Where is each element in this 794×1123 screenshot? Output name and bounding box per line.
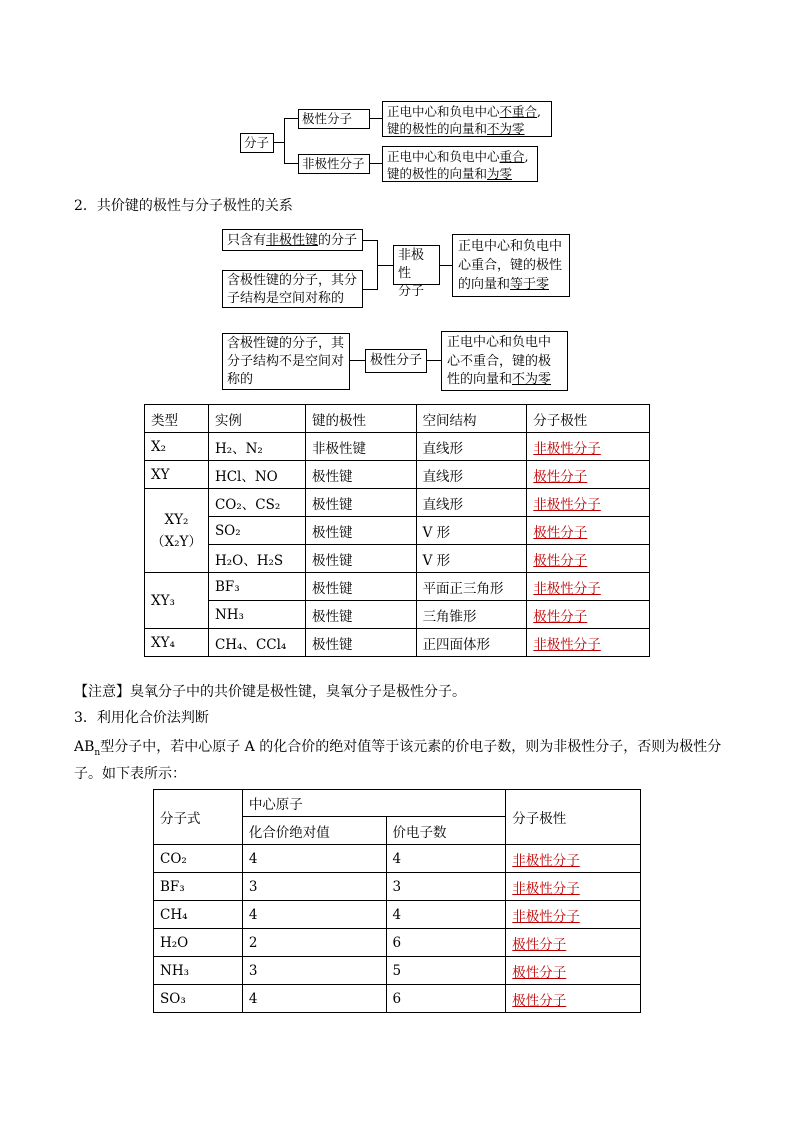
shape-cell: 直线形 [416,433,527,461]
polarity-answer: 非极性分子 [512,880,580,897]
polarity-cell [527,461,650,489]
connector [370,163,382,164]
box-text: 心不重合，键的极 [447,353,552,369]
polarity-cell [527,489,650,517]
section-2-title: 2．共价键的极性与分子极性的关系 [74,198,293,214]
polarity-cell [506,929,641,957]
connector [350,360,365,361]
type-cell: XY₄ [145,629,209,657]
electrons-cell: 6 [386,929,506,957]
example-cell: SO₂ [208,517,305,545]
valence-cell: 4 [242,845,386,873]
desc-underlined: 不重合 [499,104,538,119]
formula-cell: H₂O [154,929,243,957]
molecule-root-box: 分子 [240,133,274,153]
nonpolar-molecule-box: 非极性分子 [298,154,370,174]
shape-cell: 直线形 [416,461,527,489]
polarity-answer: 非极性分子 [533,636,601,653]
shape-cell: 直线形 [416,489,527,517]
type-cell: XY [145,461,209,489]
table-header: 化合价绝对值 [242,817,386,845]
box-text: 称的 [227,372,254,387]
formula-cell: CH₄ [154,901,243,929]
nonpolar-molecule-box-2 [393,245,440,299]
example-cell: BF₃ [208,573,305,601]
box-text: 正电中心和负电中 [447,335,552,350]
section-3-title: 3．利用化合价法判断 [74,710,209,726]
table-row [145,517,650,545]
table-row [145,461,650,489]
table-header: 分子极性 [527,405,650,433]
desc-text: 键的极性的向量和 [387,166,488,181]
bond-cell: 极性键 [305,517,416,545]
box-underlined: 非极性键 [266,233,319,248]
box-underlined: 不为零 [512,372,552,387]
box-text: 非极性 [398,248,425,281]
table-row [154,901,641,929]
formula-cell: CO₂ [154,845,243,873]
table-row [145,489,650,517]
desc-underlined: 为零 [487,166,513,181]
para-subscript: n [94,747,101,758]
polarity-cell [527,601,650,629]
bond-cell: 极性键 [305,461,416,489]
box-text: 只含有 [227,233,267,248]
bond-cell: 非极性键 [305,433,416,461]
electrons-cell: 5 [386,957,506,985]
polar-description-box: 正电中心和负电中心不重合, 键的极性的向量和不为零 [382,101,552,137]
polar-molecule-box-2: 极性分子 [365,349,427,373]
electrons-cell: 6 [386,985,506,1013]
example-cell: H₂O、H₂S [208,545,305,573]
example-cell: CO₂、CS₂ [208,489,305,517]
nonpolar-bond-only-box [222,229,363,251]
table-row [154,929,641,957]
polarity-answer: 极性分子 [533,524,588,541]
connector [363,240,377,241]
table-header: 分子极性 [506,790,641,845]
table-header: 类型 [145,405,209,433]
polarity-answer: 非极性分子 [512,852,580,869]
box-underlined: 等于零 [510,277,550,292]
polarity-cell [527,573,650,601]
shape-cell: 正四面体形 [416,629,527,657]
para-text: 型分子中，若中心原子 A 的化合价的绝对值等于该元素的价电子数，则为非极性分子，否则为极性分 [100,739,722,755]
shape-cell: V 形 [416,545,527,573]
polarity-cell [527,545,650,573]
box-text: 的分子 [318,233,358,248]
polarity-cell [506,985,641,1013]
desc-text: 正电中心和负电中心 [387,104,500,119]
box-text: 正电中心和负电中 [458,239,563,254]
polarity-answer: 极性分子 [533,608,588,625]
type-cell [145,489,209,573]
type-text: XY₂ [164,511,189,528]
example-cell: NH₃ [208,601,305,629]
polarity-answer: 非极性分子 [533,440,601,457]
valence-cell: 4 [242,985,386,1013]
formula-cell: SO₃ [154,985,243,1013]
type-cell: X₂ [145,433,209,461]
section-3-paragraph-line-1 [74,736,721,758]
table-row [145,573,650,601]
valence-cell: 3 [242,957,386,985]
connector [427,360,441,361]
polarity-answer: 极性分子 [533,552,588,569]
shape-cell: V 形 [416,517,527,545]
box-text: 的向量和 [458,277,511,292]
desc-underlined: 重合 [499,149,525,164]
table-row [145,601,650,629]
table-header: 分子式 [154,790,243,845]
symmetric-polar-bond-box [222,270,363,308]
desc-text: 正电中心和负电中心 [387,149,500,164]
electrons-cell: 4 [386,845,506,873]
para-text: AB [74,739,95,755]
nonpolar-result-box [452,234,570,297]
bond-polarity-table [144,404,650,657]
electrons-cell: 3 [386,873,506,901]
type-subtext: （X₂Y） [151,533,202,550]
desc-text: 键的极性的向量和 [387,121,488,136]
example-cell: HCl、NO [208,461,305,489]
box-text: 含极性键的分子，其分 [227,273,358,288]
polarity-cell [527,629,650,657]
polarity-cell [506,901,641,929]
bond-cell: 极性键 [305,489,416,517]
box-text: 含极性键的分子，其 [227,336,345,351]
valence-method-table [153,789,641,1013]
valence-cell: 3 [242,873,386,901]
table-row [145,545,650,573]
box-text: 分子 [398,284,425,299]
connector [284,118,285,163]
polarity-cell [506,873,641,901]
nonpolar-description-box: 正电中心和负电中心重合, 键的极性的向量和为零 [382,146,538,182]
table-row [145,629,650,657]
electrons-cell: 4 [386,901,506,929]
connector [370,118,382,119]
connector [284,118,298,119]
note-text: 【注意】臭氧分子中的共价键是极性键，臭氧分子是极性分子。 [74,684,466,700]
connector [363,289,377,290]
connector [377,265,393,266]
polarity-cell [506,845,641,873]
table-header: 价电子数 [386,817,506,845]
polar-molecule-box: 极性分子 [298,109,370,129]
formula-cell: BF₃ [154,873,243,901]
box-text: 心重合，键的极性 [458,258,563,273]
table-row [145,433,650,461]
polarity-answer: 极性分子 [512,964,567,981]
connector [284,163,298,164]
table-row [154,845,641,873]
polarity-cell [527,517,650,545]
table-header: 键的极性 [305,405,416,433]
shape-cell: 三角锥形 [416,601,527,629]
table-header: 空间结构 [416,405,527,433]
polarity-answer: 极性分子 [533,468,588,485]
formula-cell: NH₃ [154,957,243,985]
valence-cell: 2 [242,929,386,957]
polarity-answer: 非极性分子 [533,496,601,513]
bond-cell: 极性键 [305,573,416,601]
table-header: 中心原子 [242,790,505,817]
connector [440,265,452,266]
table-row [154,873,641,901]
polarity-cell [527,433,650,461]
asymmetric-polar-bond-box [222,333,350,390]
polarity-answer: 极性分子 [512,936,567,953]
polarity-answer: 非极性分子 [512,908,580,925]
section-3-paragraph-line-2: 子。如下表所示： [74,766,186,782]
table-row [154,985,641,1013]
polarity-answer: 非极性分子 [533,580,601,597]
valence-cell: 4 [242,901,386,929]
polarity-cell [506,957,641,985]
example-cell: CH₄、CCl₄ [208,629,305,657]
box-text: 性的向量和 [447,372,513,387]
bond-cell: 极性键 [305,629,416,657]
box-text: 子结构是空间对称的 [227,291,345,306]
table-row [154,957,641,985]
bond-cell: 极性键 [305,545,416,573]
desc-underlined: 不为零 [487,121,525,136]
polarity-answer: 极性分子 [512,992,567,1009]
polar-result-box [441,331,568,391]
table-header: 实例 [208,405,305,433]
shape-cell: 平面正三角形 [416,573,527,601]
type-cell: XY₃ [145,573,209,629]
connector [274,142,284,143]
box-text: 分子结构不是空间对 [227,354,345,369]
bond-cell: 极性键 [305,601,416,629]
example-cell: H₂、N₂ [208,433,305,461]
